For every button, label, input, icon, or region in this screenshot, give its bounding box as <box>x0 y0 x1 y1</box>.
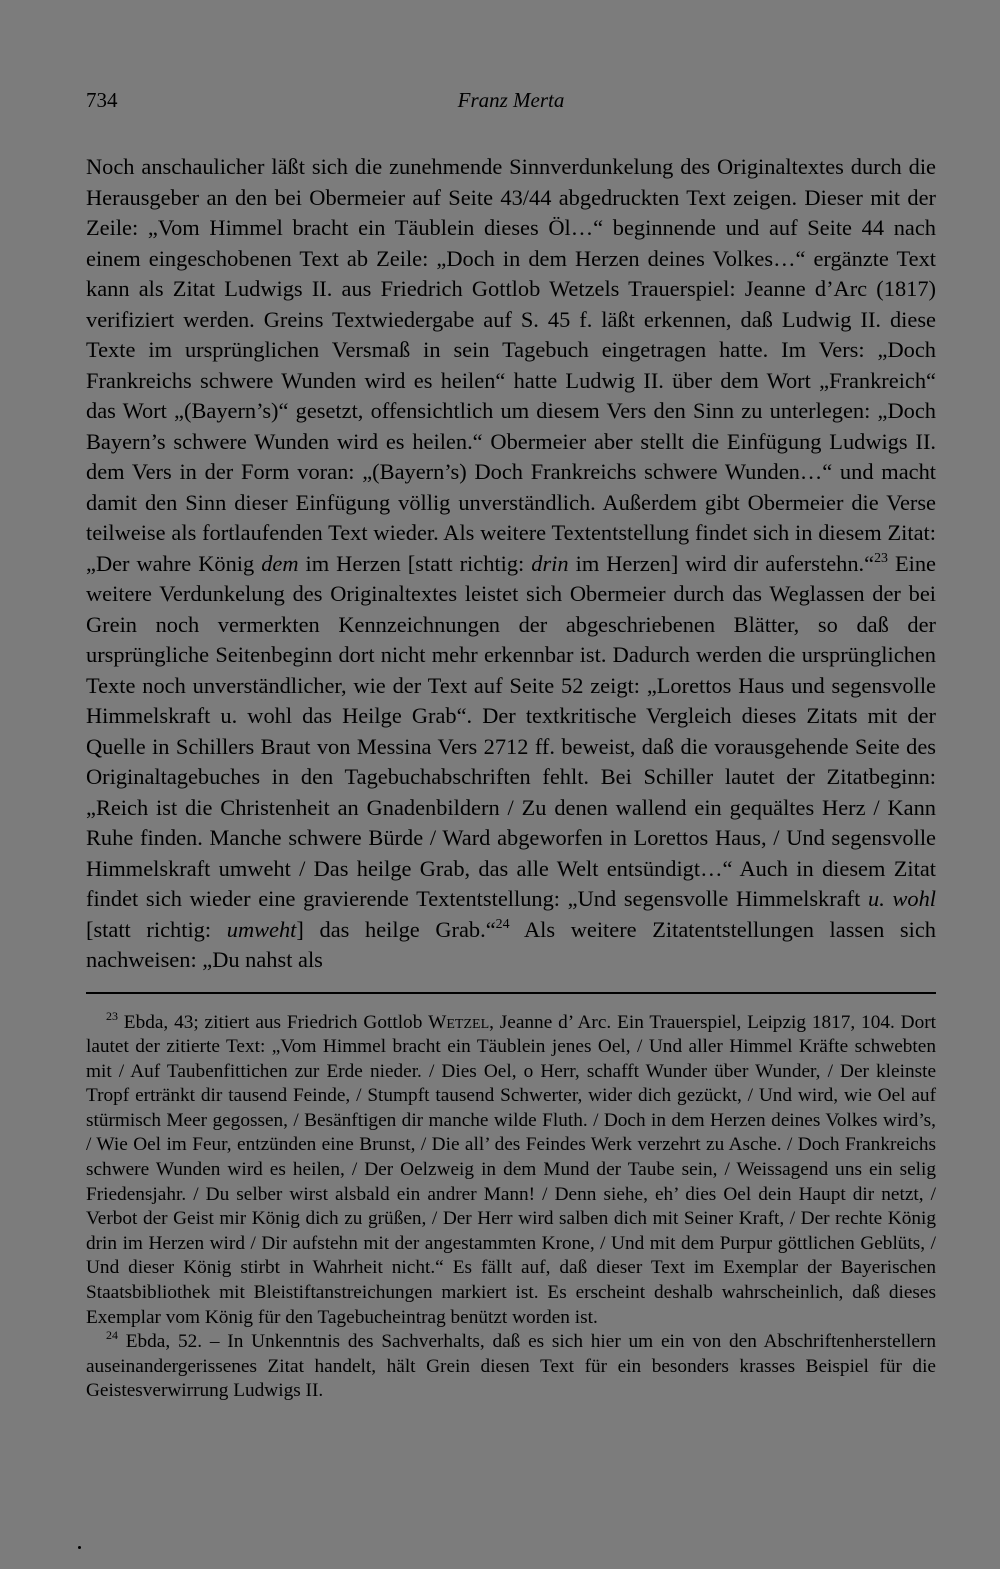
body-italic-segment: u. wohl <box>868 886 937 911</box>
footnote-author-smallcaps: Wetzel <box>428 1011 490 1033</box>
footnote-text: , Jeanne d’ Arc. Ein Trauerspiel, Leipzig 1817, 104. Dort lautet der zitierte Text: „Vom Himmel bracht ein Täublein jenes Oel, / Und aller Himmel Kräfte schwebten mit / Auf Taubenfittichen zur Erde nieder. / Dies Oel, o Herr, schafft Wunder über Wunder, / Der kleinste Tropf ertränkt dir tausend Feinde, / Stumpft tausend Schwerter, wider dich gezückt, / Und wird, wie Oel auf stürmisch Meer gegossen, / Besänftigen dir manche wilde Fluth. / Doch in dem Herzen deines Volkes wird’s, / Wie Oel im Feur, entzünden eine Brunst, / Die all’ des Feindes Werk verzehrt zu Asche. / Doch Frankreichs schwere Wunden wird es heilen, / Der Oelzweig in dem Mund der Taube sein, / Weissagend uns ein selig Friedensjahr. / Du selber wirst alsbald ein andrer Mann! / Denn siehe, eh’ dies Oel dein Haupt dir netzt, / Verbot der Geist mir König dich zu grüßen, / Der Herr wird salben dich mit Seiner Kraft, / Der rechte König drin im Herzen wird / Dir aufstehn mit der angestammten Krone, / Und mit dem Purpur göttlichen Geblüts, / Und dieser König stirbt in Wahrheit nicht.“ Es fällt auf, daß dieser Text im Exemplar der Bayerischen Staatsbibliothek mit Bleistiftanstreichungen markiert ist. Es erscheint deshalb wahrscheinlich, daß dieses Exemplar vom König für den Tagebucheintrag benützt worden ist. <box>86 1011 936 1328</box>
body-text-segment: im Herzen [statt richtig: <box>298 550 532 576</box>
footnote-text: Ebda, 52. – In Unkenntnis des Sachverhalts, daß es sich hier um ein von den Abschriftenherstellern auseinandergerissenes Zitat handelt, hält Grein diesen Text für ein besonders krasses Beispiel für die Geistesverwirrung Ludwigs II. <box>86 1331 936 1402</box>
body-text-segment: ] das heilge Grab.“ <box>296 916 496 942</box>
body-text-segment: Als weitere Zitatentstellungen lassen sich nachweisen: „Du nahst als <box>86 916 936 972</box>
footnote-reference[interactable]: 23 <box>874 550 888 566</box>
running-head: Franz Merta <box>457 88 565 112</box>
body-italic-segment: umweht <box>226 916 297 942</box>
body-text-segment: Noch anschaulicher läßt sich die zunehmende Sinnverdunkelung des Originaltextes durch die Herausgeber an den bei Obermeier auf Seite 43/44 abgedruckten Text zeigen. Dieser mit der Zeile: „Vom Himmel bracht ein Täublein dieses Öl…“ beginnende und auf Seite 44 nach einem eingeschobenen Text ab Zeile: „Doch in dem Herzen deines Volkes…“ ergänzte Text kann als Zitat Ludwigs II. aus Friedrich Gottlob Wetzels Trauerspiel: Jeanne d’Arc (1817) verifiziert werden. Greins Textwiedergabe auf S. 45 f. läßt erkennen, daß Ludwig II. diese Texte im ursprünglichen Versmaß in sein Tagebuch eingetragen hatte. Im Vers: „Doch Frankreichs schwere Wunden wird es heilen“ hatte Ludwig II. über dem Wort „Frankreich“ das Wort „(Bayern’s)“ gesetzt, offensichtlich um diesem Vers den Sinn zu unterlegen: „Doch Bayern’s schwere Wunden wird es heilen.“ Obermeier aber stellt die Einfügung Ludwigs II. dem Vers in der Form voran: „(Bayern’s) Doch Frankreichs schwere Wunden…“ und macht damit den Sinn dieser Einfügung völlig unverständlich. Außerdem gibt Obermeier die Verse teilweise als fortlaufenden Text wieder. Als weitere Textentstellung findet sich in diesem Zitat: „Der wahre König <box>86 154 936 576</box>
body-text-segment: [statt richtig: <box>86 916 227 942</box>
body-paragraph <box>86 152 936 976</box>
body-italic-segment: drin <box>531 550 569 576</box>
body-text-segment: im Herzen] wird dir auferstehn.“ <box>568 550 875 576</box>
footnote-24 <box>86 1330 936 1404</box>
body-text-segment: Eine weitere Verdunkelung des Originaltextes leistet sich Obermeier durch das Weglassen der bei Grein noch vermerkten Kennzeichnungen der abgeschriebenen Blätter, so daß der ursprüngliche Seitenbeginn dort nicht mehr erkennbar ist. Dadurch werden die ursprünglichen Texte noch unverständlicher, wie der Text auf Seite 52 zeigt: „Lorettos Haus und segensvolle Himmelskraft u. wohl das Heilge Grab“. Der textkritische Vergleich dieses Zitats mit der Quelle in Schillers Braut von Messina Vers 2712 ff. beweist, daß die vorausgehende Seite des Originaltagebuches in den Tagebuchabschriften fehlt. Bei Schiller lautet der Zitatbeginn: „Reich ist die Christenheit an Gnadenbildern / Zu denen wallend ein gequältes Herz / Kann Ruhe finden. Manche schwere Bürde / Ward abgeworfen in Lorettos Haus, / Und segensvolle Himmelskraft umweht / Das heilge Grab, das alle Welt entsündigt…“ Auch in diesem Zitat findet sich wieder eine gravierende Textentstellung: „Und segensvolle Himmelskraft <box>86 550 936 911</box>
footnote-separator-rule <box>86 992 936 994</box>
body-italic-segment: dem <box>261 550 299 576</box>
page-header <box>86 80 936 120</box>
footnote-reference[interactable]: 24 <box>495 916 510 932</box>
book-page <box>86 80 936 1404</box>
footnote-number: 23 <box>106 1008 118 1023</box>
footnote-number: 24 <box>106 1328 118 1343</box>
page-number: 734 <box>86 88 118 112</box>
footnote-text: Ebda, 43; zitiert aus Friedrich Gottlob <box>123 1011 429 1033</box>
body-text <box>86 152 936 976</box>
footnote-23 <box>86 1008 936 1331</box>
footnotes <box>86 1008 936 1405</box>
stray-ink-mark <box>78 1546 81 1549</box>
